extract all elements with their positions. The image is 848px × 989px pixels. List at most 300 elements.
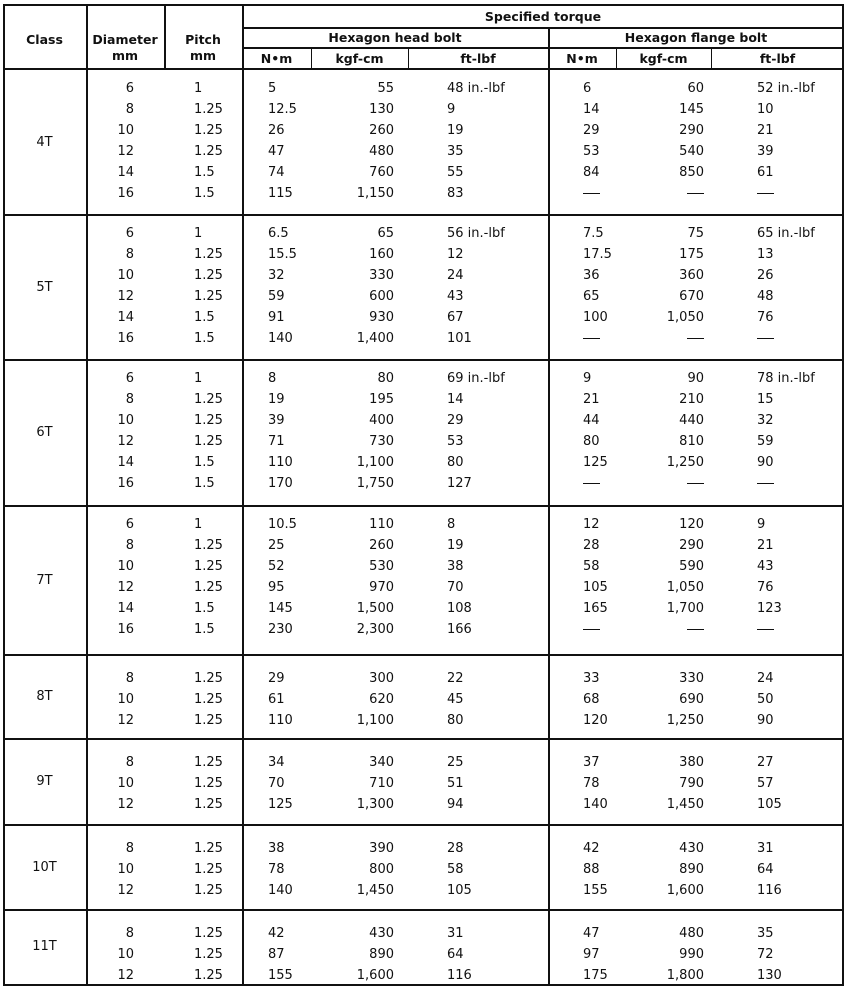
cell-flange-ftlbf: 72 bbox=[757, 947, 774, 962]
cell-flange-ftlbf bbox=[757, 474, 844, 494]
cell-head-kgfcm: 890 bbox=[369, 947, 394, 962]
cell-pitch: 1 bbox=[194, 371, 203, 386]
cell-diameter: 8 bbox=[125, 926, 134, 941]
cell-flange-ftlbf: 35 bbox=[757, 926, 774, 941]
cell-head-nm: 39 bbox=[268, 413, 285, 428]
cell-flange-kgfcm: 590 bbox=[679, 559, 704, 574]
cell-flange-ftlbf bbox=[757, 184, 844, 204]
cell-pitch: 1.25 bbox=[194, 713, 223, 728]
cell-head-nm: 29 bbox=[268, 671, 285, 686]
cell-diameter: 8 bbox=[125, 755, 134, 770]
cell-flange-kgfcm: 210 bbox=[679, 392, 704, 407]
cell-flange-nm: 7.5 bbox=[583, 226, 604, 241]
cell-flange-nm: 125 bbox=[583, 455, 608, 470]
cell-pitch: 1.25 bbox=[194, 247, 223, 262]
cell-flange-ftlbf: 76 bbox=[757, 580, 774, 595]
cell-head-nm: 230 bbox=[268, 622, 293, 637]
cell-diameter: 8 bbox=[125, 392, 134, 407]
cell-head-ftlbf: 69 in.-lbf bbox=[447, 371, 505, 386]
cell-head-ftlbf: 22 bbox=[447, 671, 464, 686]
cell-flange-nm: 140 bbox=[583, 797, 608, 812]
cell-flange-kgfcm: 145 bbox=[679, 102, 704, 117]
cell-head-kgfcm: 195 bbox=[369, 392, 394, 407]
cell-head-ftlbf: 25 bbox=[447, 755, 464, 770]
cell-diameter: 14 bbox=[117, 165, 134, 180]
cell-head-ftlbf: 55 bbox=[447, 165, 464, 180]
cell-pitch: 1.5 bbox=[194, 622, 215, 637]
torque-spec-document bbox=[3, 4, 844, 986]
class-label: 8T bbox=[36, 689, 53, 704]
header-diameter-unit: mm bbox=[111, 48, 139, 63]
cell-head-kgfcm: 970 bbox=[369, 580, 394, 595]
cell-pitch: 1.5 bbox=[194, 331, 215, 346]
cell-flange-ftlbf: 15 bbox=[757, 392, 774, 407]
cell-head-ftlbf: 9 bbox=[447, 102, 456, 117]
cell-flange-ftlbf bbox=[757, 620, 844, 640]
cell-flange-kgfcm: 380 bbox=[679, 755, 704, 770]
cell-head-kgfcm: 1,150 bbox=[356, 186, 394, 201]
cell-head-kgfcm: 1,600 bbox=[356, 968, 394, 983]
cell-flange-nm: 33 bbox=[583, 671, 600, 686]
cell-head-nm: 140 bbox=[268, 883, 293, 898]
cell-flange-ftlbf: 61 bbox=[757, 165, 774, 180]
cell-flange-nm: 37 bbox=[583, 755, 600, 770]
cell-flange-nm: 165 bbox=[583, 601, 608, 616]
cell-flange-ftlbf: 26 bbox=[757, 268, 774, 283]
header-hexagon-head-bolt: Hexagon head bolt bbox=[328, 30, 462, 45]
cell-diameter: 10 bbox=[117, 776, 134, 791]
torque-vline bbox=[242, 4, 244, 986]
header-pitch-unit: mm bbox=[189, 48, 217, 63]
dash-mark bbox=[687, 193, 704, 194]
cell-flange-kgfcm: 1,050 bbox=[666, 310, 704, 325]
header-unit-0: N•m bbox=[260, 51, 293, 66]
cell-pitch: 1.25 bbox=[194, 841, 223, 856]
cell-head-kgfcm: 300 bbox=[369, 671, 394, 686]
cell-diameter: 16 bbox=[117, 476, 134, 491]
cell-diameter: 10 bbox=[117, 123, 134, 138]
cell-head-ftlbf: 35 bbox=[447, 144, 464, 159]
cell-diameter: 10 bbox=[117, 692, 134, 707]
cell-pitch: 1.25 bbox=[194, 102, 223, 117]
cell-flange-kgfcm bbox=[616, 184, 704, 204]
cell-diameter: 12 bbox=[117, 883, 134, 898]
cell-flange-nm: 78 bbox=[583, 776, 600, 791]
cell-head-kgfcm: 430 bbox=[369, 926, 394, 941]
cell-pitch: 1.25 bbox=[194, 755, 223, 770]
cell-flange-ftlbf: 59 bbox=[757, 434, 774, 449]
cell-flange-ftlbf: 27 bbox=[757, 755, 774, 770]
cell-diameter: 8 bbox=[125, 671, 134, 686]
cell-pitch: 1.5 bbox=[194, 455, 215, 470]
cell-head-nm: 110 bbox=[268, 455, 293, 470]
cell-head-nm: 25 bbox=[268, 538, 285, 553]
dash-mark bbox=[757, 338, 774, 339]
cell-flange-kgfcm: 990 bbox=[679, 947, 704, 962]
group-separator bbox=[3, 824, 844, 826]
cell-head-ftlbf: 51 bbox=[447, 776, 464, 791]
cell-flange-nm: 36 bbox=[583, 268, 600, 283]
cell-head-ftlbf: 14 bbox=[447, 392, 464, 407]
cell-pitch: 1.25 bbox=[194, 883, 223, 898]
cell-pitch: 1.25 bbox=[194, 968, 223, 983]
cell-head-ftlbf: 43 bbox=[447, 289, 464, 304]
cell-head-nm: 91 bbox=[268, 310, 285, 325]
cell-head-nm: 95 bbox=[268, 580, 285, 595]
cell-flange-ftlbf: 13 bbox=[757, 247, 774, 262]
header-specified-torque: Specified torque bbox=[484, 9, 602, 24]
cell-flange-nm: 14 bbox=[583, 102, 600, 117]
cell-flange-kgfcm: 60 bbox=[687, 81, 704, 96]
header-class: Class bbox=[26, 32, 63, 47]
unit-sep bbox=[408, 47, 409, 68]
cell-head-nm: 47 bbox=[268, 144, 285, 159]
cell-head-ftlbf: 116 bbox=[447, 968, 472, 983]
cell-head-kgfcm: 2,300 bbox=[356, 622, 394, 637]
cell-flange-ftlbf: 10 bbox=[757, 102, 774, 117]
cell-head-nm: 42 bbox=[268, 926, 285, 941]
cell-head-kgfcm: 730 bbox=[369, 434, 394, 449]
cell-flange-nm: 53 bbox=[583, 144, 600, 159]
cell-pitch: 1.25 bbox=[194, 692, 223, 707]
cell-diameter: 6 bbox=[125, 371, 134, 386]
cell-head-kgfcm: 1,450 bbox=[356, 883, 394, 898]
cell-pitch: 1.25 bbox=[194, 123, 223, 138]
cell-head-kgfcm: 710 bbox=[369, 776, 394, 791]
cell-head-nm: 38 bbox=[268, 841, 285, 856]
cell-diameter: 12 bbox=[117, 144, 134, 159]
class-label: 5T bbox=[36, 279, 53, 295]
cell-head-nm: 115 bbox=[268, 186, 293, 201]
cell-flange-kgfcm: 75 bbox=[687, 226, 704, 241]
cell-head-kgfcm: 1,100 bbox=[356, 455, 394, 470]
cell-pitch: 1.5 bbox=[194, 310, 215, 325]
cell-head-ftlbf: 105 bbox=[447, 883, 472, 898]
cell-head-ftlbf: 12 bbox=[447, 247, 464, 262]
cell-flange-ftlbf: 24 bbox=[757, 671, 774, 686]
cell-head-nm: 59 bbox=[268, 289, 285, 304]
cell-diameter: 6 bbox=[125, 226, 134, 241]
cell-head-nm: 61 bbox=[268, 692, 285, 707]
cell-diameter: 12 bbox=[117, 434, 134, 449]
cell-diameter: 8 bbox=[125, 841, 134, 856]
cell-flange-kgfcm: 290 bbox=[679, 538, 704, 553]
cell-head-ftlbf: 67 bbox=[447, 310, 464, 325]
cell-diameter: 10 bbox=[117, 268, 134, 283]
header-unit-5: ft-lbf bbox=[759, 51, 796, 66]
cell-head-ftlbf: 70 bbox=[447, 580, 464, 595]
cell-flange-nm: 175 bbox=[583, 968, 608, 983]
cell-flange-nm: 155 bbox=[583, 883, 608, 898]
cell-diameter: 14 bbox=[117, 455, 134, 470]
cell-diameter: 10 bbox=[117, 559, 134, 574]
group-separator bbox=[3, 654, 844, 656]
cell-head-ftlbf: 80 bbox=[447, 713, 464, 728]
cell-head-ftlbf: 127 bbox=[447, 476, 472, 491]
cell-head-kgfcm: 80 bbox=[377, 371, 394, 386]
cell-flange-kgfcm: 810 bbox=[679, 434, 704, 449]
cell-flange-kgfcm bbox=[616, 620, 704, 640]
cell-diameter: 16 bbox=[117, 622, 134, 637]
cell-head-nm: 6.5 bbox=[268, 226, 289, 241]
group-separator bbox=[3, 738, 844, 740]
cell-head-nm: 87 bbox=[268, 947, 285, 962]
unit-sep bbox=[711, 47, 712, 68]
cell-head-nm: 71 bbox=[268, 434, 285, 449]
cell-head-ftlbf: 64 bbox=[447, 947, 464, 962]
cell-flange-kgfcm bbox=[616, 474, 704, 494]
cell-head-nm: 155 bbox=[268, 968, 293, 983]
cell-flange-kgfcm: 90 bbox=[687, 371, 704, 386]
cell-flange-nm: 120 bbox=[583, 713, 608, 728]
cell-head-nm: 34 bbox=[268, 755, 285, 770]
class-label: 6T bbox=[36, 425, 53, 440]
cell-head-nm: 10.5 bbox=[268, 517, 297, 532]
cell-flange-ftlbf: 32 bbox=[757, 413, 774, 428]
cell-head-ftlbf: 31 bbox=[447, 926, 464, 941]
cell-flange-kgfcm: 890 bbox=[679, 862, 704, 877]
cell-head-kgfcm: 65 bbox=[377, 226, 394, 241]
header-diameter: Diameter bbox=[92, 32, 158, 47]
cell-flange-kgfcm: 480 bbox=[679, 926, 704, 941]
cell-flange-nm: 21 bbox=[583, 392, 600, 407]
cell-head-ftlbf: 19 bbox=[447, 538, 464, 553]
cell-head-kgfcm: 620 bbox=[369, 692, 394, 707]
cell-flange-ftlbf: 78 in.-lbf bbox=[757, 371, 815, 386]
cell-head-kgfcm: 110 bbox=[369, 517, 394, 532]
cell-pitch: 1.25 bbox=[194, 144, 223, 159]
dash-mark bbox=[757, 193, 774, 194]
cell-head-nm: 125 bbox=[268, 797, 293, 812]
cell-flange-kgfcm: 430 bbox=[679, 841, 704, 856]
cell-flange-kgfcm: 670 bbox=[679, 289, 704, 304]
class-label: 10T bbox=[32, 859, 57, 875]
cell-flange-kgfcm bbox=[616, 329, 704, 349]
cell-flange-ftlbf: 65 in.-lbf bbox=[757, 226, 815, 241]
dash-mark bbox=[687, 629, 704, 630]
cell-head-ftlbf: 28 bbox=[447, 841, 464, 856]
dash-mark bbox=[583, 629, 600, 630]
cell-pitch: 1.25 bbox=[194, 434, 223, 449]
cell-flange-kgfcm: 1,800 bbox=[666, 968, 704, 983]
cell-head-nm: 140 bbox=[268, 331, 293, 346]
cell-flange-ftlbf: 48 bbox=[757, 289, 774, 304]
cell-flange-nm: 44 bbox=[583, 413, 600, 428]
class-label: 9T bbox=[36, 774, 53, 789]
class-label: 7T bbox=[36, 572, 53, 588]
cell-flange-nm: 65 bbox=[583, 289, 600, 304]
cell-pitch: 1.5 bbox=[194, 601, 215, 616]
cell-flange-ftlbf: 52 in.-lbf bbox=[757, 81, 815, 96]
cell-diameter: 8 bbox=[125, 102, 134, 117]
cell-head-ftlbf: 24 bbox=[447, 268, 464, 283]
cell-diameter: 12 bbox=[117, 580, 134, 595]
header-unit-4: kgf-cm bbox=[639, 51, 688, 66]
cell-flange-kgfcm: 1,600 bbox=[666, 883, 704, 898]
header-unit-1: kgf-cm bbox=[335, 51, 384, 66]
cell-flange-ftlbf bbox=[757, 329, 844, 349]
group-separator bbox=[3, 214, 844, 216]
cell-head-kgfcm: 930 bbox=[369, 310, 394, 325]
cell-flange-nm: 29 bbox=[583, 123, 600, 138]
cell-pitch: 1.25 bbox=[194, 671, 223, 686]
cell-head-ftlbf: 101 bbox=[447, 331, 472, 346]
cell-flange-kgfcm: 1,450 bbox=[666, 797, 704, 812]
cell-diameter: 6 bbox=[125, 81, 134, 96]
cell-flange-nm: 28 bbox=[583, 538, 600, 553]
dash-mark bbox=[687, 483, 704, 484]
cell-head-kgfcm: 1,300 bbox=[356, 797, 394, 812]
unit-sep bbox=[616, 47, 617, 68]
frame-top bbox=[3, 4, 844, 6]
cell-flange-kgfcm: 540 bbox=[679, 144, 704, 159]
cell-pitch: 1.25 bbox=[194, 776, 223, 791]
cell-diameter: 12 bbox=[117, 968, 134, 983]
cell-pitch: 1.25 bbox=[194, 268, 223, 283]
cell-flange-ftlbf: 21 bbox=[757, 538, 774, 553]
header-unit-3: N•m bbox=[566, 51, 598, 66]
cell-head-ftlbf: 108 bbox=[447, 601, 472, 616]
cell-head-kgfcm: 1,100 bbox=[356, 713, 394, 728]
cell-flange-ftlbf: 90 bbox=[757, 455, 774, 470]
dash-mark bbox=[687, 338, 704, 339]
cell-pitch: 1.5 bbox=[194, 186, 215, 201]
cell-flange-ftlbf: 39 bbox=[757, 144, 774, 159]
cell-flange-kgfcm: 440 bbox=[679, 413, 704, 428]
cell-head-nm: 5 bbox=[268, 81, 277, 96]
cell-flange-ftlbf: 21 bbox=[757, 123, 774, 138]
cell-pitch: 1.25 bbox=[194, 289, 223, 304]
cell-pitch: 1.25 bbox=[194, 580, 223, 595]
cell-head-ftlbf: 29 bbox=[447, 413, 464, 428]
cell-flange-ftlbf: 116 bbox=[757, 883, 782, 898]
cell-flange-nm: 9 bbox=[583, 371, 592, 386]
cell-diameter: 16 bbox=[117, 186, 134, 201]
cell-pitch: 1.5 bbox=[194, 476, 215, 491]
cell-head-nm: 32 bbox=[268, 268, 285, 283]
cell-pitch: 1 bbox=[194, 81, 203, 96]
cell-head-kgfcm: 330 bbox=[369, 268, 394, 283]
cell-head-nm: 78 bbox=[268, 862, 285, 877]
cell-head-nm: 19 bbox=[268, 392, 285, 407]
cell-head-kgfcm: 480 bbox=[369, 144, 394, 159]
cell-head-ftlbf: 8 bbox=[447, 517, 456, 532]
cell-flange-ftlbf: 130 bbox=[757, 968, 782, 983]
cell-head-nm: 12.5 bbox=[268, 102, 297, 117]
cell-diameter: 10 bbox=[117, 862, 134, 877]
cell-flange-ftlbf: 90 bbox=[757, 713, 774, 728]
dash-mark bbox=[757, 483, 774, 484]
cell-flange-kgfcm: 790 bbox=[679, 776, 704, 791]
header-unit-2: ft-lbf bbox=[460, 51, 496, 66]
cell-head-kgfcm: 130 bbox=[369, 102, 394, 117]
cell-flange-nm: 88 bbox=[583, 862, 600, 877]
cell-diameter: 6 bbox=[125, 517, 134, 532]
dash-mark bbox=[583, 338, 600, 339]
cell-flange-ftlbf: 57 bbox=[757, 776, 774, 791]
cell-flange-kgfcm: 120 bbox=[679, 517, 704, 532]
cell-head-nm: 15.5 bbox=[268, 247, 297, 262]
cell-diameter: 8 bbox=[125, 247, 134, 262]
cell-flange-nm: 80 bbox=[583, 434, 600, 449]
cell-diameter: 14 bbox=[117, 601, 134, 616]
cell-head-ftlbf: 53 bbox=[447, 434, 464, 449]
cell-flange-ftlbf: 64 bbox=[757, 862, 774, 877]
cell-head-kgfcm: 55 bbox=[377, 81, 394, 96]
cell-head-kgfcm: 390 bbox=[369, 841, 394, 856]
cell-diameter: 8 bbox=[125, 538, 134, 553]
cell-diameter: 10 bbox=[117, 947, 134, 962]
class-label: 4T bbox=[36, 134, 53, 150]
cell-pitch: 1.25 bbox=[194, 797, 223, 812]
cell-pitch: 1.25 bbox=[194, 926, 223, 941]
group-separator bbox=[3, 505, 844, 507]
cell-head-ftlbf: 58 bbox=[447, 862, 464, 877]
cell-flange-nm: 68 bbox=[583, 692, 600, 707]
cell-head-nm: 70 bbox=[268, 776, 285, 791]
cell-pitch: 1.5 bbox=[194, 165, 215, 180]
cell-head-nm: 26 bbox=[268, 123, 285, 138]
cell-head-kgfcm: 530 bbox=[369, 559, 394, 574]
cell-flange-kgfcm: 175 bbox=[679, 247, 704, 262]
cell-flange-kgfcm: 1,250 bbox=[666, 713, 704, 728]
cell-flange-ftlbf: 31 bbox=[757, 841, 774, 856]
cell-flange-nm: 97 bbox=[583, 947, 600, 962]
cell-flange-ftlbf: 105 bbox=[757, 797, 782, 812]
group-separator bbox=[3, 909, 844, 911]
header-pitch: Pitch bbox=[185, 32, 221, 47]
cell-head-kgfcm: 340 bbox=[369, 755, 394, 770]
cell-head-kgfcm: 260 bbox=[369, 538, 394, 553]
cell-flange-kgfcm: 290 bbox=[679, 123, 704, 138]
cell-diameter: 10 bbox=[117, 413, 134, 428]
cell-head-ftlbf: 166 bbox=[447, 622, 472, 637]
cell-head-ftlbf: 56 in.-lbf bbox=[447, 226, 505, 241]
cell-diameter: 14 bbox=[117, 310, 134, 325]
cell-flange-ftlbf: 123 bbox=[757, 601, 782, 616]
class-label: 11T bbox=[32, 939, 57, 954]
cell-head-kgfcm: 800 bbox=[369, 862, 394, 877]
cell-diameter: 12 bbox=[117, 797, 134, 812]
unit-sep bbox=[311, 47, 312, 68]
cell-diameter: 12 bbox=[117, 289, 134, 304]
cell-flange-ftlbf: 76 bbox=[757, 310, 774, 325]
header-hexagon-flange-bolt: Hexagon flange bolt bbox=[624, 30, 768, 45]
cell-flange-nm: 6 bbox=[583, 81, 592, 96]
cell-flange-nm: 17.5 bbox=[583, 247, 612, 262]
cell-flange-kgfcm: 1,700 bbox=[666, 601, 704, 616]
cell-flange-nm: 42 bbox=[583, 841, 600, 856]
body-vline bbox=[86, 68, 88, 986]
cell-flange-nm: 58 bbox=[583, 559, 600, 574]
cell-diameter: 12 bbox=[117, 713, 134, 728]
cell-pitch: 1.25 bbox=[194, 392, 223, 407]
cell-pitch: 1.25 bbox=[194, 559, 223, 574]
cell-flange-nm: 84 bbox=[583, 165, 600, 180]
cell-head-nm: 170 bbox=[268, 476, 293, 491]
cell-head-ftlbf: 19 bbox=[447, 123, 464, 138]
cell-flange-nm: 100 bbox=[583, 310, 608, 325]
cell-head-ftlbf: 48 in.-lbf bbox=[447, 81, 505, 96]
dash-mark bbox=[583, 193, 600, 194]
cell-head-kgfcm: 760 bbox=[369, 165, 394, 180]
cell-head-nm: 145 bbox=[268, 601, 293, 616]
cell-pitch: 1.25 bbox=[194, 947, 223, 962]
dash-mark bbox=[757, 629, 774, 630]
cell-head-kgfcm: 400 bbox=[369, 413, 394, 428]
cell-flange-nm: 105 bbox=[583, 580, 608, 595]
cell-head-kgfcm: 1,400 bbox=[356, 331, 394, 346]
